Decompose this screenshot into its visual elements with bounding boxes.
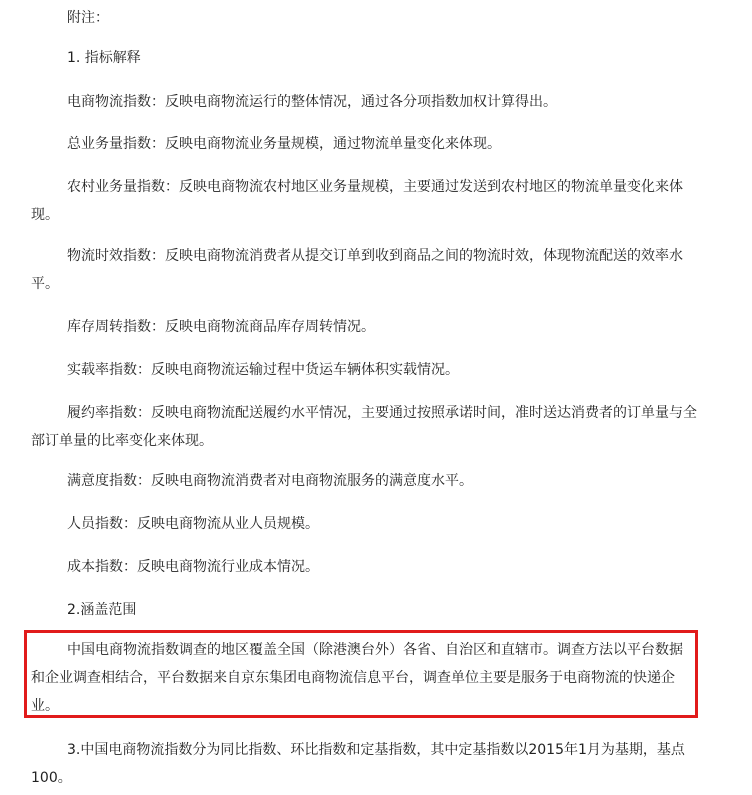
note-heading: 附注： xyxy=(67,10,109,26)
coverage-paragraph: 中国电商物流指数调查的地区覆盖全国（除港澳台外）各省、自治区和直辖市。调查方法以平台数据和企业调查相结合，平台数据来自京东集团电商物流信息平台，调查单位主要是服务于电商物流的快递企业。 xyxy=(31,642,683,714)
definition-load-rate-index: 实载率指数：反映电商物流运输过程中货运车辆体积实载情况。 xyxy=(67,362,459,378)
section3-paragraph: 3.中国电商物流指数分为同比指数、环比指数和定基指数，其中定基指数以2015年1月为基期，基点100。 xyxy=(31,742,685,786)
definition-satisfaction-index: 满意度指数：反映电商物流消费者对电商物流服务的满意度水平。 xyxy=(67,473,473,489)
section1-heading: 1. 指标解释 xyxy=(67,50,141,66)
definition-personnel-index: 人员指数：反映电商物流从业人员规模。 xyxy=(67,516,319,532)
definition-cost-index: 成本指数：反映电商物流行业成本情况。 xyxy=(67,559,319,575)
definition-inventory-turnover-index: 库存周转指数：反映电商物流商品库存周转情况。 xyxy=(67,319,375,335)
definition-logistics-timeliness-index: 物流时效指数：反映电商物流消费者从提交订单到收到商品之间的物流时效，体现物流配送的效率水平。 xyxy=(31,248,683,292)
section2-heading: 2.涵盖范围 xyxy=(67,602,137,618)
definition-ecommerce-logistics-index: 电商物流指数：反映电商物流运行的整体情况，通过各分项指数加权计算得出。 xyxy=(67,94,557,110)
definition-rural-business-volume-index: 农村业务量指数：反映电商物流农村地区业务量规模，主要通过发送到农村地区的物流单量变化来体现。 xyxy=(31,179,683,223)
definition-fulfillment-rate-index: 履约率指数：反映电商物流配送履约水平情况，主要通过按照承诺时间，准时送达消费者的订单量与全部订单量的比率变化来体现。 xyxy=(31,405,697,449)
definition-total-business-volume-index: 总业务量指数：反映电商物流业务量规模，通过物流单量变化来体现。 xyxy=(67,136,501,152)
